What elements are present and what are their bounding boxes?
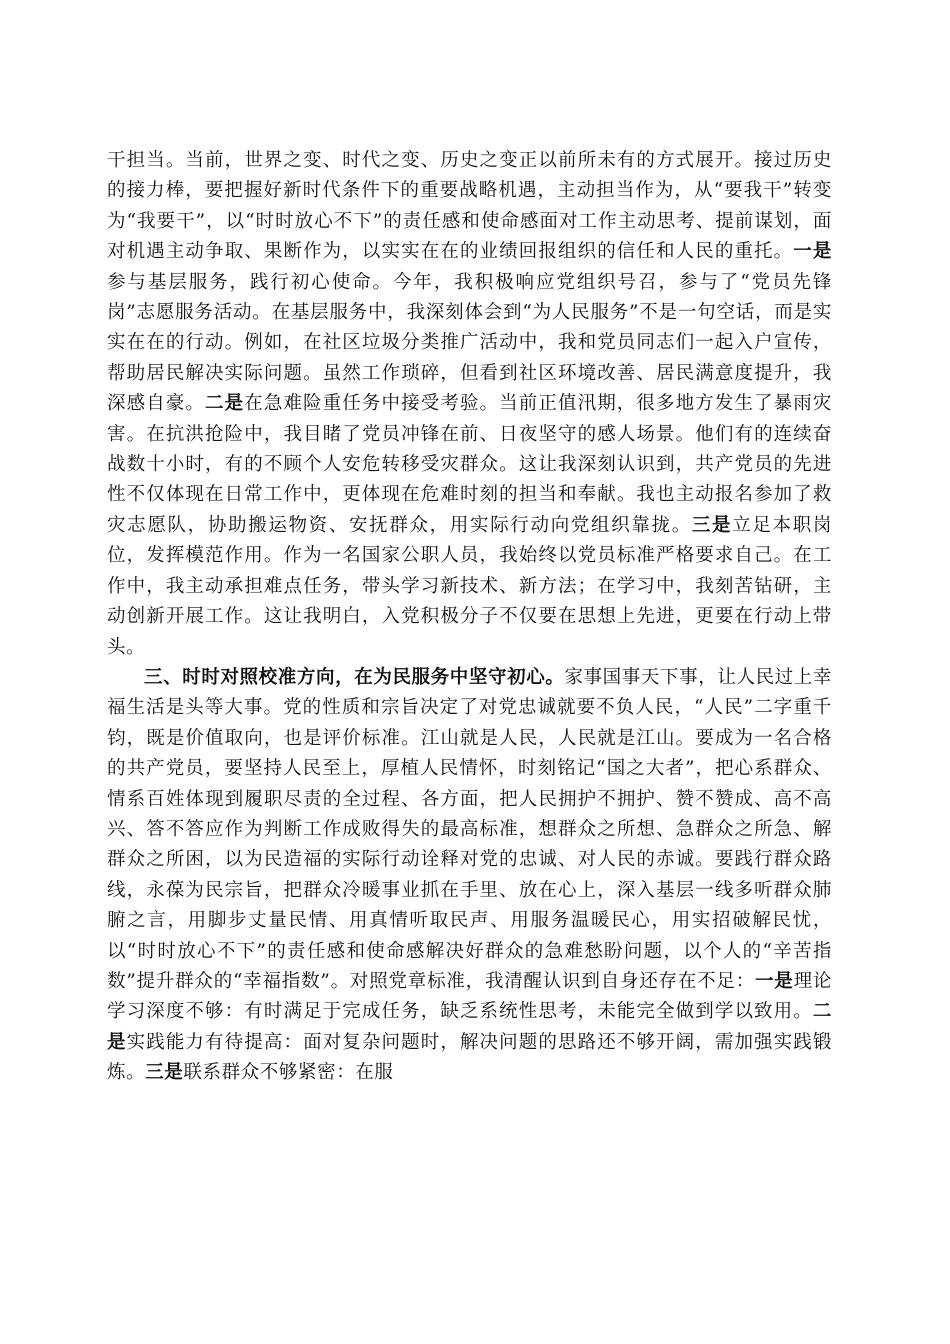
bold-marker: 三是 [691, 514, 733, 536]
section-heading: 三、时时对照校准方向，在为民服务中坚守初心。 [144, 666, 565, 688]
text-run: 实践能力有待提高：面对复杂问题时，解决问题的思路还不够开阔，需加强实践锻炼。 [107, 1031, 832, 1084]
bold-marker: 一是 [755, 970, 794, 992]
bold-marker: 二是 [107, 1001, 832, 1053]
text-run: 联系群众不够紧密：在服 [183, 1062, 394, 1084]
bold-marker: 一是 [793, 241, 832, 263]
text-run: 家事国事天下事，让人民过上幸福生活是头等大事。党的性质和宗旨决定了对党忠诚就要不负人民，“人民”二字重千钧，既是价值取向，也是评价标准。江山就是人民，人民就是江山。要成为一名合格的共产党员，要坚持人民至上，厚植人民情怀，时刻铭记“国之大者”，把心系群众、情系百姓体现到履职尽责的全过程、各方面，把人民拥护不拥护、赞不赞成、高不高兴、答不答应作为判断工作成败得失的最高标准，想群众之所想、急群众之所急、解群众之所困，以为民造福的实际行动诠释对党的忠诚、对人民的赤诚。要践行群众路线，永葆为民宗旨，把群众冷暖事业抓在手里、放在心上，深入基层一线多听群众肺腑之言，用脚步丈量民情、用真情听取民声、用服务温暖民心，用实招破解民忧，以“时时放心不下”的责任感和使命感解决好群众的急难愁盼问题，以个人的“辛苦指数”提升群众的“幸福指数”。对照党章标准，我清醒认识到自身还存在不足： [107, 666, 832, 992]
bold-marker: 三是 [145, 1062, 184, 1084]
paragraph-1 [107, 146, 832, 663]
text-run: 立足本职岗位，发挥模范作用。作为一名国家公职人员，我始终以党员标准严格要求自己。在工作中，我主动承担难点任务，带头学习新技术、新方法；在学习中，我刻苦钻研，主动创新开展工作。这让我明白，入党积极分子不仅要在思想上先进，更要在行动上带头。 [107, 514, 832, 658]
bold-marker: 二是 [205, 393, 245, 415]
paragraph-2 [107, 663, 832, 1089]
text-run: 在急难险重任务中接受考验。当前正值汛期，很多地方发生了暴雨灾害。在抗洪抢险中，我目睹了党员冲锋在前、日夜坚守的感人场景。他们有的连续奋战数十小时，有的不顾个人安危转移受灾群众。这让我深刻认识到，共产党员的先进性不仅体现在日常工作中，更体现在危难时刻的担当和奉献。我也主动报名参加了救灾志愿队，协助搬运物资、安抚群众，用实际行动向党组织靠拢。 [107, 393, 832, 536]
text-run: 理论学习深度不够：有时满足于完成任务，缺乏系统性思考，未能完全做到学以致用。 [107, 970, 832, 1023]
text-run: 干担当。当前，世界之变、时代之变、历史之变正以前所未有的方式展开。接过历史的接力棒，要把握好新时代条件下的重要战略机遇，主动担当作为，从“要我干”转变为“我要干”，以“时时放心不下”的责任感和使命感面对工作主动思考、提前谋划，面对机遇主动争取、果断作为，以实实在在的业绩回报组织的信任和人民的重托。 [107, 150, 832, 263]
text-run: 参与基层服务，践行初心使命。今年，我积极响应党组织号召，参与了“党员先锋岗”志愿服务活动。在基层服务中，我深刻体会到“为人民服务”不是一句空话，而是实实在在的行动。例如，在社区垃圾分类推广活动中，我和党员同志们一起入户宣传，帮助居民解决实际问题。虽然工作琐碎，但看到社区环境改善、居民满意度提升，我深感自豪。 [107, 271, 832, 415]
